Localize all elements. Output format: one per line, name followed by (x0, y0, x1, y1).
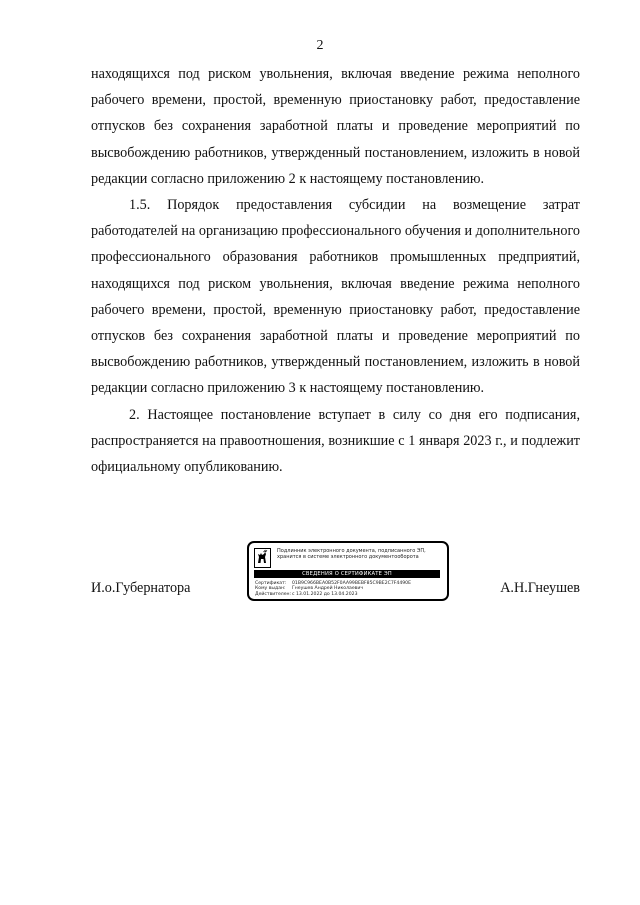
paragraph-1-5: 1.5. Порядок предоставления субсидии на возмещение затрат работодателей на организацию профессионального обучения и дополнительного профессионального образования работников промышленных предприятий, находящихся под риском увольнения, включая введение режима неполного рабочего времени, простой, временную приостановку работ, предоставление отпусков без сохранения заработной платы и проведение мероприятий по высвобождению работников, утвержденный постановлением, изложить в новой редакции согласно приложению 3 к настоящему постановлению. (91, 197, 580, 397)
signatory-position: И.о.Губернатора (91, 580, 191, 596)
electronic-signature-stamp (247, 541, 449, 601)
document-body (91, 61, 580, 480)
stamp-valid-row (255, 592, 445, 597)
certificate-value: 01B9C966BEA0B52F0AA99BEBF85C9BE2C7F4490E (292, 581, 412, 586)
issued-to-value: Гнеушев Андрей Николаевич (292, 586, 364, 592)
stamp-details (255, 581, 445, 597)
valid-value: с 13.01.2022 до 13.04.2023 (292, 591, 358, 597)
paragraph-2: 2. Настоящее постановление вступает в силу со дня его подписания, распространяется на правоотношения, возникшие с 1 января 2023 г., и подлежит официальному опубликованию. (91, 406, 580, 476)
stamp-header-text: Подлинник электронного документа, подписанного ЭП, хранится в системе электронного документооборота (277, 548, 426, 560)
valid-label: Действителен: (255, 591, 292, 597)
certificate-label: Сертификат: (255, 581, 287, 586)
page-number: 2 (316, 38, 324, 53)
issued-to-label: Кому выдан: (255, 586, 286, 592)
paragraph-continuation: находящихся под риском увольнения, включая введение режима неполного рабочего времени, простой, временную приостановку работ, предоставление отпусков без сохранения заработной платы и проведение мероприятий по высвобождению работников, утвержденный постановлением, изложить в новой редакции согласно приложению 2 к настоящему постановлению. (91, 66, 580, 187)
signatory-name: А.Н.Гнеушев (500, 580, 580, 596)
stamp-title-bar: СВЕДЕНИЯ О СЕРТИФИКАТЕ ЭП (254, 570, 440, 578)
coat-of-arms-icon (254, 548, 271, 568)
